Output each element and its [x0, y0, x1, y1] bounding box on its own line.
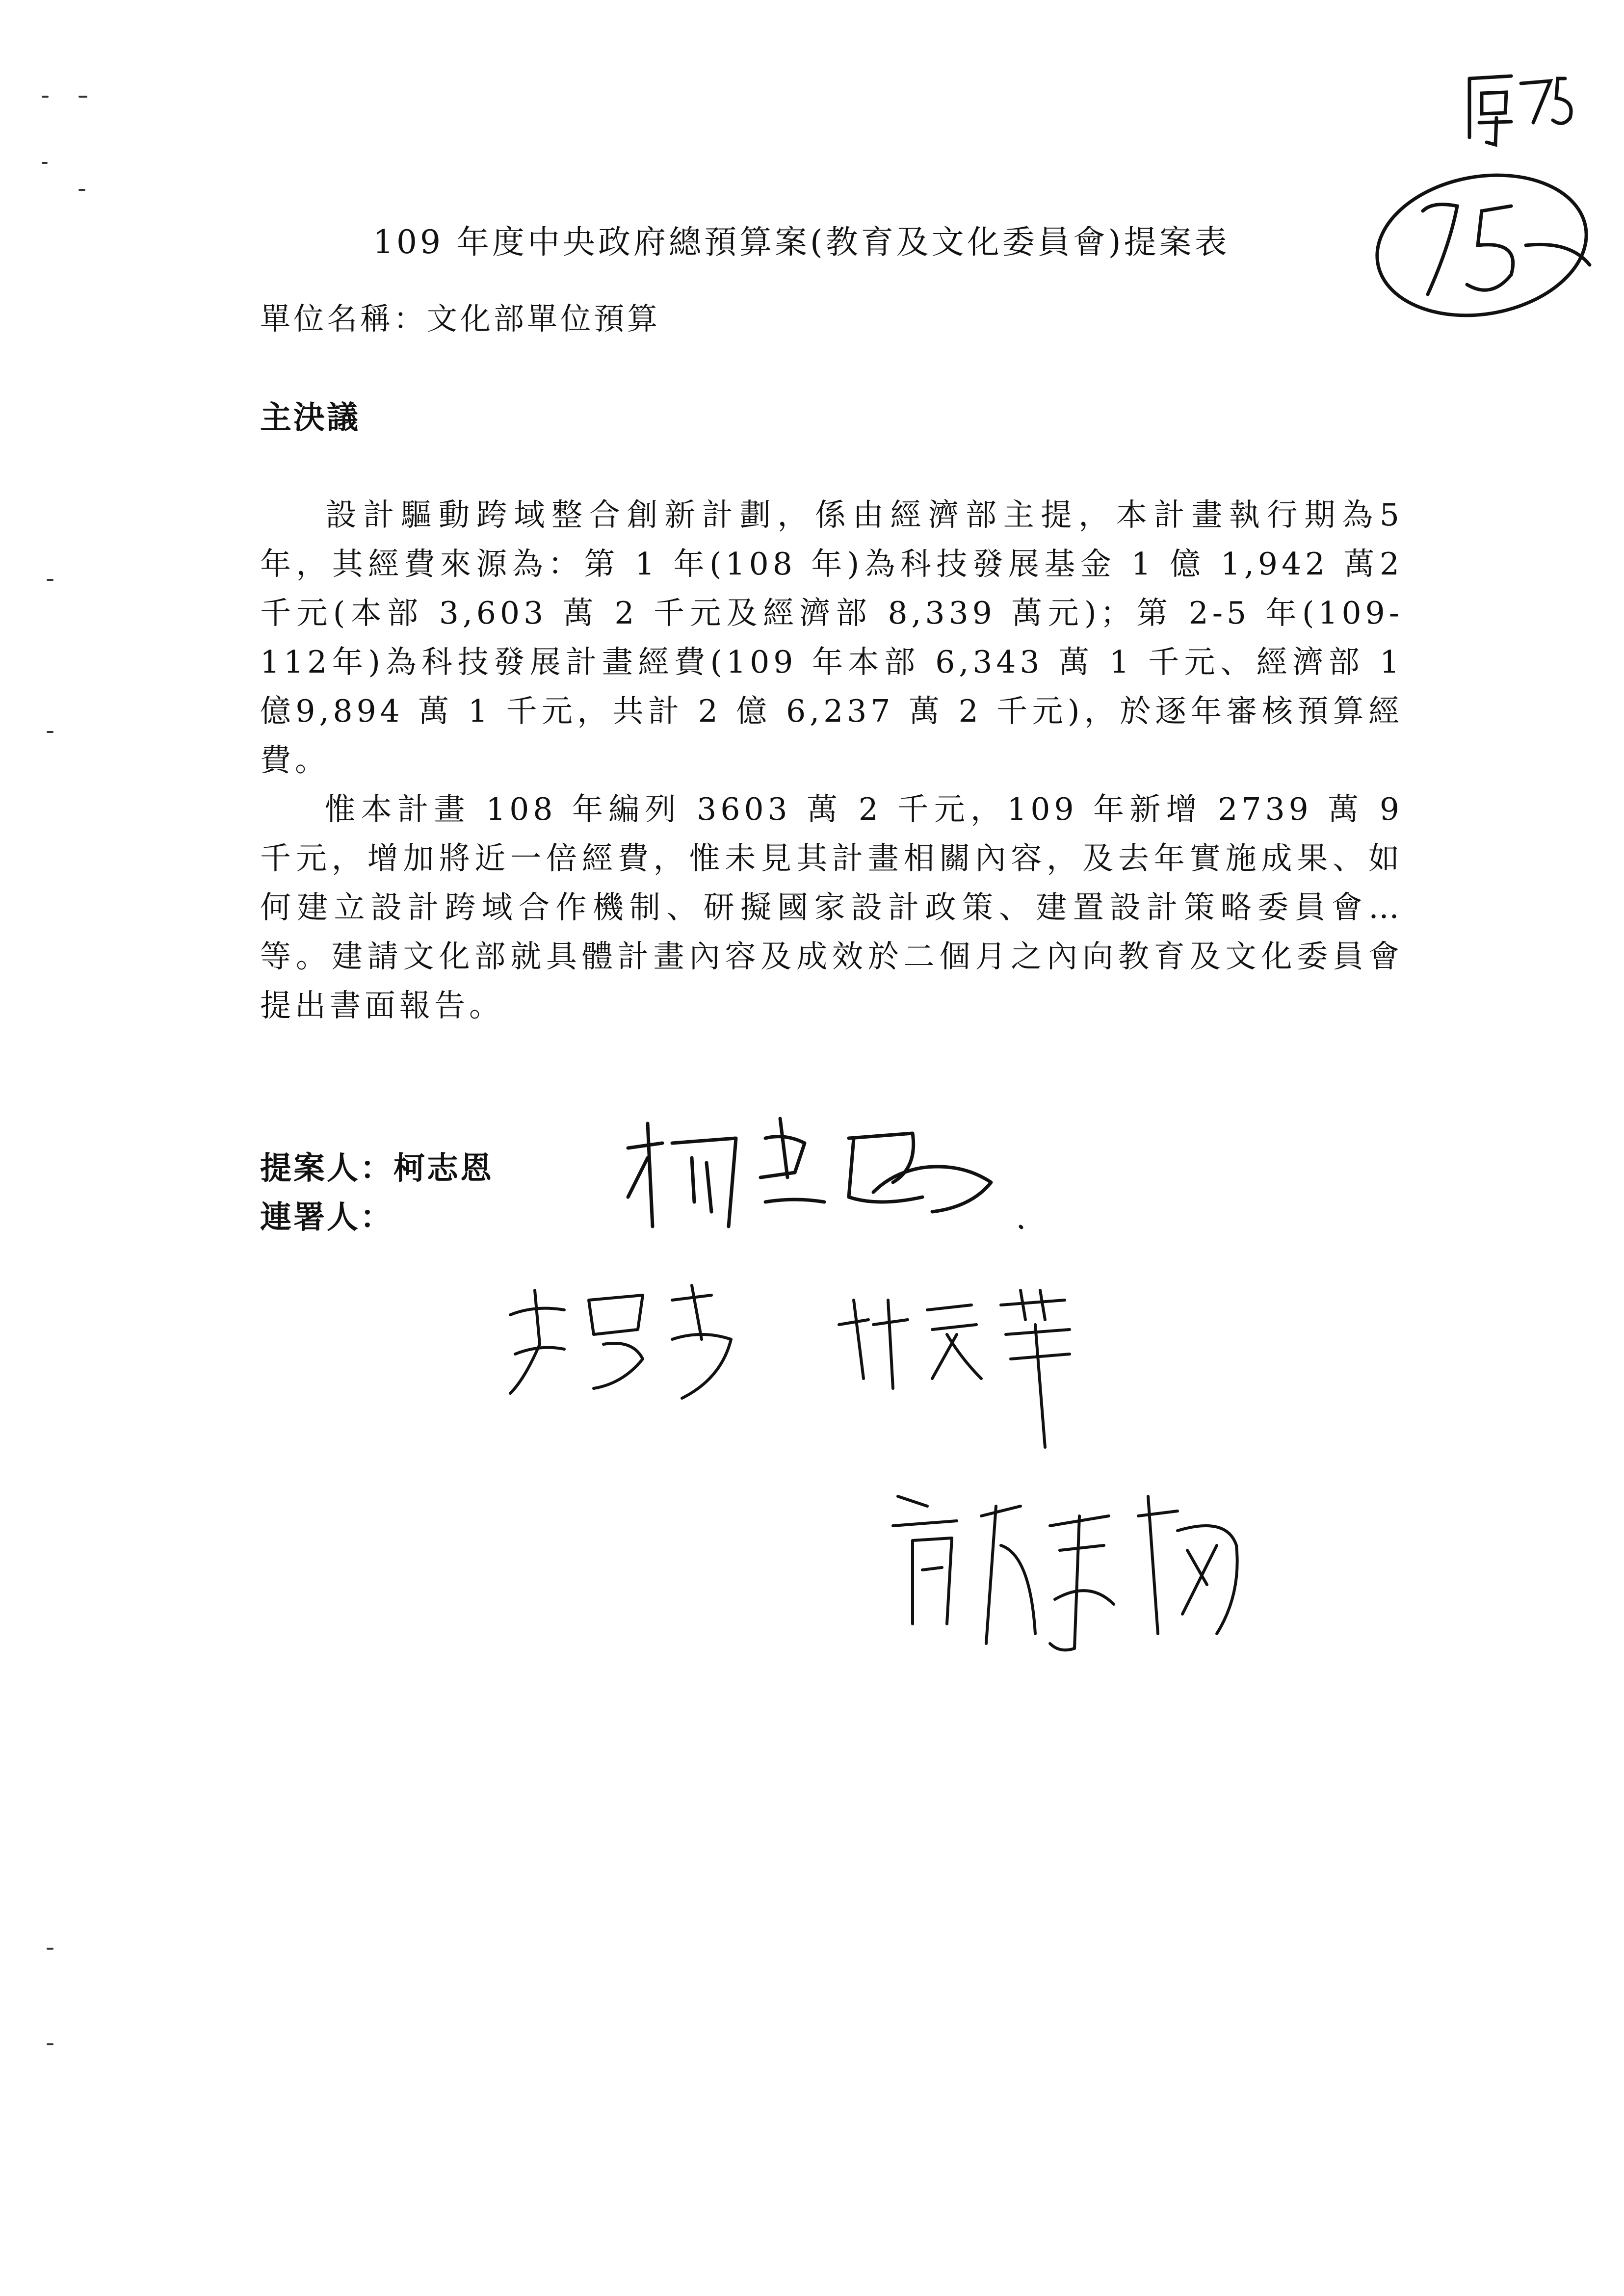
scan-speck	[79, 96, 87, 98]
document-title: 109 年度中央政府總預算案(教育及文化委員會)提案表	[373, 223, 1230, 261]
scan-speck	[47, 1948, 53, 1950]
proposer-label: 提案人：柯志恩	[260, 1150, 494, 1187]
proposer-signature	[618, 1104, 1060, 1266]
scan-speck	[42, 96, 49, 98]
paragraph-1-text: 設計驅動跨域整合創新計劃，係由經濟部主提，本計畫執行期為5 年，其經費來源為：第 1 年(108 年)為科技發展基金 1 億 1,942 萬2 千元(本部 3,603 萬 2 千元及經濟部 8,339 萬元)；第 2-5 年(109-112年)為科技發展計畫經費(109 年本部 6,343 萬 1 千元、經濟部 1 億9,894 萬 1 千元，共計 2 億 6,237 萬 2 千元)，於逐年審核預算經費。	[260, 497, 1403, 778]
body-paragraph-1	[260, 491, 1403, 785]
scan-speck	[47, 2043, 53, 2045]
paragraph-2-text: 惟本計畫 108 年編列 3603 萬 2 千元，109 年新增 2739 萬 9 千元，增加將近一倍經費，惟未見其計畫相關內容，及去年實施成果、如何建立設計跨域合作機制、研擬國家設計政策、建置設計策略委員會…等。建請文化部就具體計畫內容及成效於二個月之內向教育及文化委員會提出書面報告。	[260, 791, 1403, 1023]
cosigner-signature-3	[883, 1487, 1266, 1663]
scan-speck	[47, 579, 53, 581]
handwritten-annotation	[1364, 59, 1599, 334]
cosigner-signature-2	[834, 1280, 1109, 1452]
scan-speck	[47, 731, 53, 733]
unit-name: 單位名稱：文化部單位預算	[260, 301, 661, 337]
body-paragraph-2	[260, 785, 1403, 1030]
scan-speck	[42, 162, 48, 164]
scan-speck	[79, 189, 85, 191]
section-heading: 主決議	[260, 400, 360, 436]
cosigner-signature-1	[496, 1271, 780, 1413]
cosigner-label: 連署人：	[260, 1200, 393, 1236]
